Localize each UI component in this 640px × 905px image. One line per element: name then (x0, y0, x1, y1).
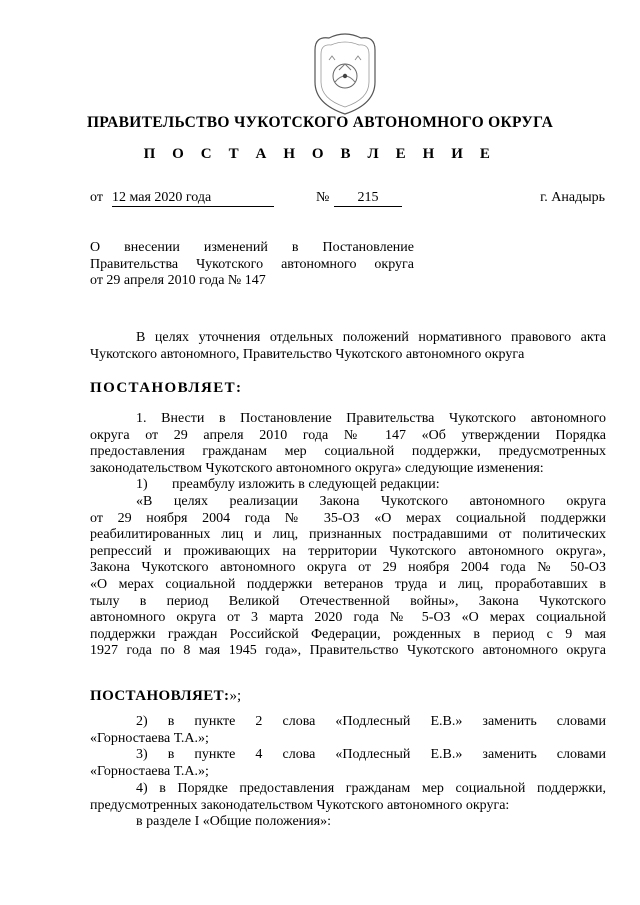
date-prefix: от (90, 190, 103, 205)
document-date: 12 мая 2020 года (112, 190, 274, 207)
quote-line: Закона Чукотского автономного округа от 29 ноября 2004 года № 50-ОЗ (90, 560, 606, 576)
quote-line: реабилитированных лиц и лиц, признанных пострадавшими от политических (90, 527, 606, 543)
preamble (90, 330, 606, 363)
subitem-4 (90, 781, 606, 831)
quote-line: репрессий и проживающих на территории Чукотского автономного округа», (90, 543, 606, 559)
quote-line: 1927 года по 8 мая 1945 года», Правительство Чукотского автономного округа (90, 643, 606, 659)
number-prefix: № (316, 190, 330, 205)
quote-line: тылу в период Великой Отечественной войны», Закона Чукотского (90, 593, 606, 609)
quoted-resolve-bold: ПОСТАНОВЛЯЕТ: (90, 688, 230, 704)
document-number: 215 (334, 190, 402, 207)
subject-line: Правительства Чукотского автономного округа (90, 256, 414, 272)
subitem-1-text: преамбулу изложить в следующей редакции: (172, 477, 440, 493)
subitem-2 (90, 714, 606, 747)
subitem-3-line: «Горностаева Т.А.»; (90, 763, 209, 779)
document-type: П О С Т А Н О В Л Е Н И Е (143, 146, 497, 162)
subitem-2-line: «Горностаева Т.А.»; (90, 730, 209, 746)
item-1-line: 1. Внести в Постановление Правительства Чукотского автономного (136, 411, 606, 426)
subitem-1-number: 1) (136, 477, 148, 493)
quote-line: автономного округа от 3 марта 2020 года № 5-ОЗ «О мерах социальной (90, 610, 606, 626)
subitem-2-line: 2) в пункте 2 слова «Подлесный Е.В.» заменить словами (136, 714, 606, 729)
quoted-resolve-heading (90, 688, 241, 705)
document-meta-row (90, 190, 605, 210)
preamble-line: Чукотского автономного, Правительство Чукотского автономного округа (90, 346, 525, 362)
quote-line: поддержки граждан Российской Федерации, рожденных в период с 9 мая (90, 626, 606, 642)
quote-line: от 29 ноября 2004 года № 35-ОЗ «О мерах социальной поддержки (90, 510, 606, 526)
document-subject (90, 240, 414, 290)
organization-title: ПРАВИТЕЛЬСТВО ЧУКОТСКОГО АВТОНОМНОГО ОКРУГА (86, 114, 554, 131)
subitem-3-line: 3) в пункте 4 слова «Подлесный Е.В.» заменить словами (136, 747, 606, 762)
quoted-resolve-tail: »; (229, 688, 242, 704)
subitem-4-line: 4) в Порядке предоставления гражданам мер социальной поддержки, (136, 781, 606, 796)
subitem-4-line: предусмотренных законодательством Чукотского автономного округа: (90, 797, 510, 813)
subitem-4-line: в разделе I «Общие положения»: (136, 814, 331, 830)
quote-line: «О мерах социальной поддержки ветеранов труда и лиц, проработавших в (90, 576, 606, 592)
coat-of-arms-icon (309, 30, 381, 116)
quote-line: «В целях реализации Закона Чукотского автономного округа (136, 493, 606, 509)
subject-line: О внесении изменений в Постановление (90, 240, 414, 255)
subject-line: от 29 апреля 2010 года № 147 (90, 273, 266, 288)
item-1-line: предоставления гражданам мер социальной поддержки, предусмотренных (90, 444, 606, 460)
item-1-line: округа от 29 апреля 2010 года № 147 «Об утверждении Порядка (90, 427, 606, 443)
item-1-line: законодательством Чукотского автономного округа» следующие изменения: (90, 460, 544, 476)
preamble-line: В целях уточнения отдельных положений нормативного правового акта (136, 330, 606, 345)
item-1 (90, 411, 606, 660)
resolve-heading: ПОСТАНОВЛЯЕТ: (90, 380, 243, 396)
subitem-3 (90, 747, 606, 780)
subitem-1 (90, 477, 606, 494)
city: г. Анадырь (540, 190, 605, 205)
